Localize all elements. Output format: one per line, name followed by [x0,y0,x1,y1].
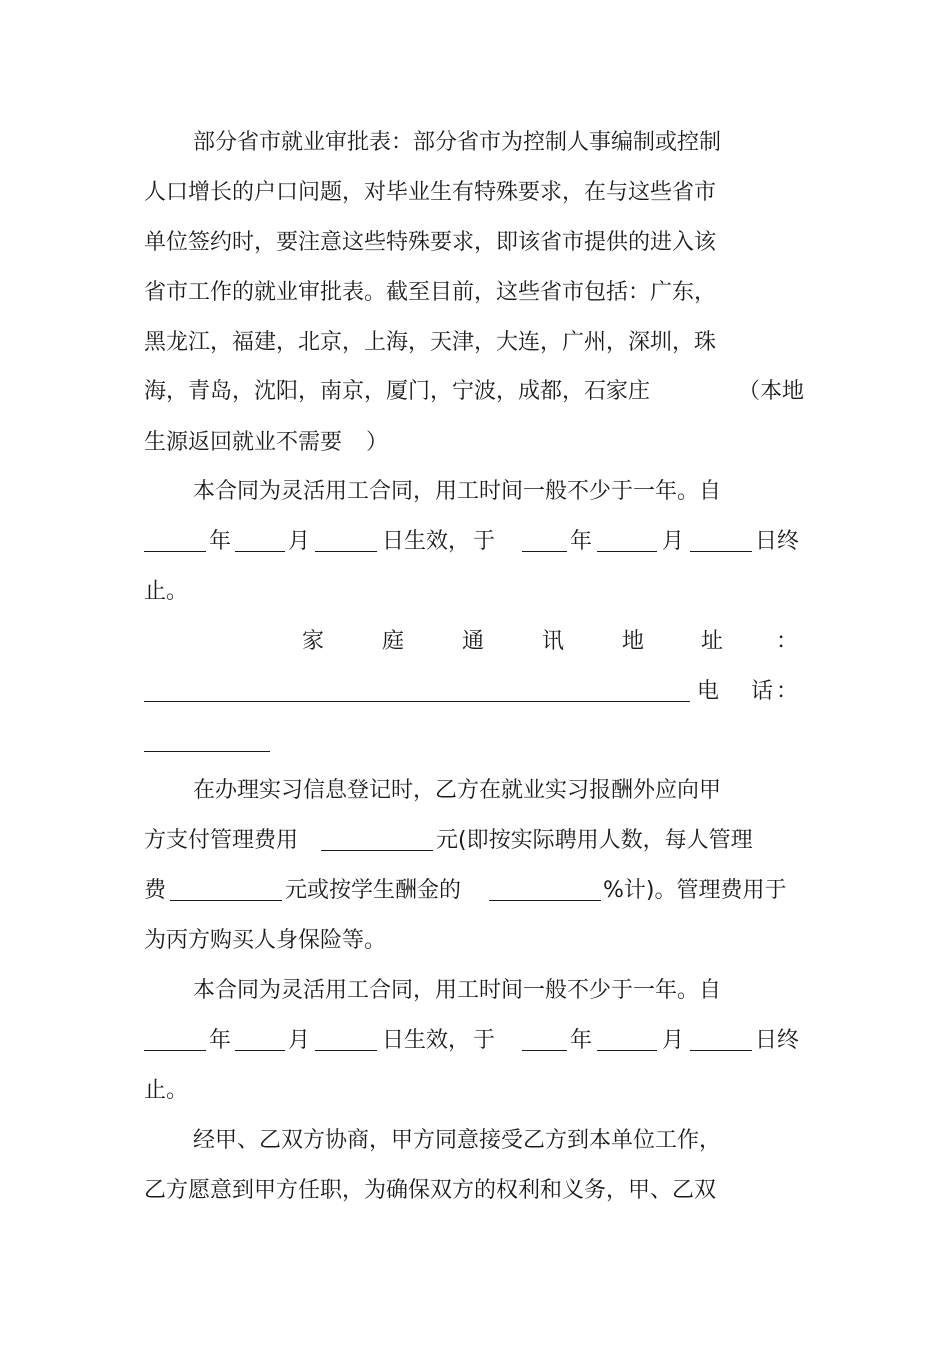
blank-line [235,527,285,552]
paragraph-line: 省市工作的就业审批表。截至目前，这些省市包括：广东， [144,280,717,305]
paragraph-text: 方支付管理费用 [144,828,299,853]
blank-line [597,1026,657,1051]
label-char: 址 [701,629,724,654]
label-text: 于 [473,1028,496,1053]
paragraph-line: 乙方愿意到甲方任职，为确保双方的权利和义务，甲、乙双 [144,1178,717,1203]
label-text: 日生效， [382,1028,471,1053]
paragraph-line: 黑龙江，福建，北京，上海，天津，大连，广州，深圳，珠 [144,330,717,355]
blank-line [144,1026,206,1051]
paragraph-line: 海，青岛，沈阳，南京，厦门，宁波，成都，石家庄 [144,379,651,404]
paragraph-text: 元或按学生酬金的 [285,878,462,903]
label-text: 月 [662,529,685,554]
paragraph-text: 费 [144,878,167,903]
paragraph-line: 经甲、乙双方协商，甲方同意接受乙方到本单位工作， [193,1128,722,1153]
blank-line [315,1026,377,1051]
paragraph-text: %计)。管理费用于 [603,878,787,903]
fee-blank [170,876,282,901]
label-text: 日终 [755,529,800,554]
label-text: 年 [570,1028,593,1053]
label-char: 话 [751,679,774,704]
blank-line [690,527,752,552]
percent-blank [489,876,601,901]
paragraph-text: 元(即按实际聘用人数，每人管理 [436,828,753,853]
label-text: 月 [662,1028,685,1053]
blank-line [144,527,206,552]
label-char: 地 [622,629,645,654]
blank-line [522,527,567,552]
label-text: 月 [288,529,311,554]
label-char: 电 [697,679,720,704]
paragraph-text: ） [366,430,389,455]
label-text: 年 [570,529,593,554]
label-char: ： [776,679,799,704]
label-text: 日生效， [382,529,471,554]
label-char: 讯 [542,629,565,654]
paragraph-text: （本地 [738,379,805,404]
label-text: 于 [473,529,496,554]
paragraph-line: 止。 [144,1078,189,1103]
label-text: 月 [288,1028,311,1053]
label-char: 家 [302,629,325,654]
phone-blank [144,727,270,752]
label-text: 年 [209,1028,232,1053]
blank-line [690,1026,752,1051]
label-text: 年 [209,529,232,554]
label-char: ： [776,629,799,654]
blank-line [315,527,377,552]
paragraph-line: 部分省市就业审批表：部分省市为控制人事编制或控制 [193,130,722,155]
paragraph-line: 为丙方购买人身保险等。 [144,928,387,953]
label-char: 通 [462,629,485,654]
label-char: 庭 [382,629,405,654]
paragraph-line: 生源返回就业不需要 [144,430,343,455]
label-text: 日终 [755,1028,800,1053]
paragraph-line: 本合同为灵活用工合同，用工时间一般不少于一年。自 [193,978,722,1003]
paragraph-line: 止。 [144,579,189,604]
address-blank [144,677,690,702]
blank-line [235,1026,285,1051]
paragraph-line: 在办理实习信息登记时，乙方在就业实习报酬外应向甲 [193,778,722,803]
paragraph-line: 单位签约时，要注意这些特殊要求，即该省市提供的进入该 [144,230,717,255]
paragraph-line: 本合同为灵活用工合同，用工时间一般不少于一年。自 [193,479,722,504]
blank-line [522,1026,567,1051]
blank-line [597,527,657,552]
fee-blank [321,826,433,851]
paragraph-line: 人口增长的户口问题，对毕业生有特殊要求，在与这些省市 [144,180,717,205]
